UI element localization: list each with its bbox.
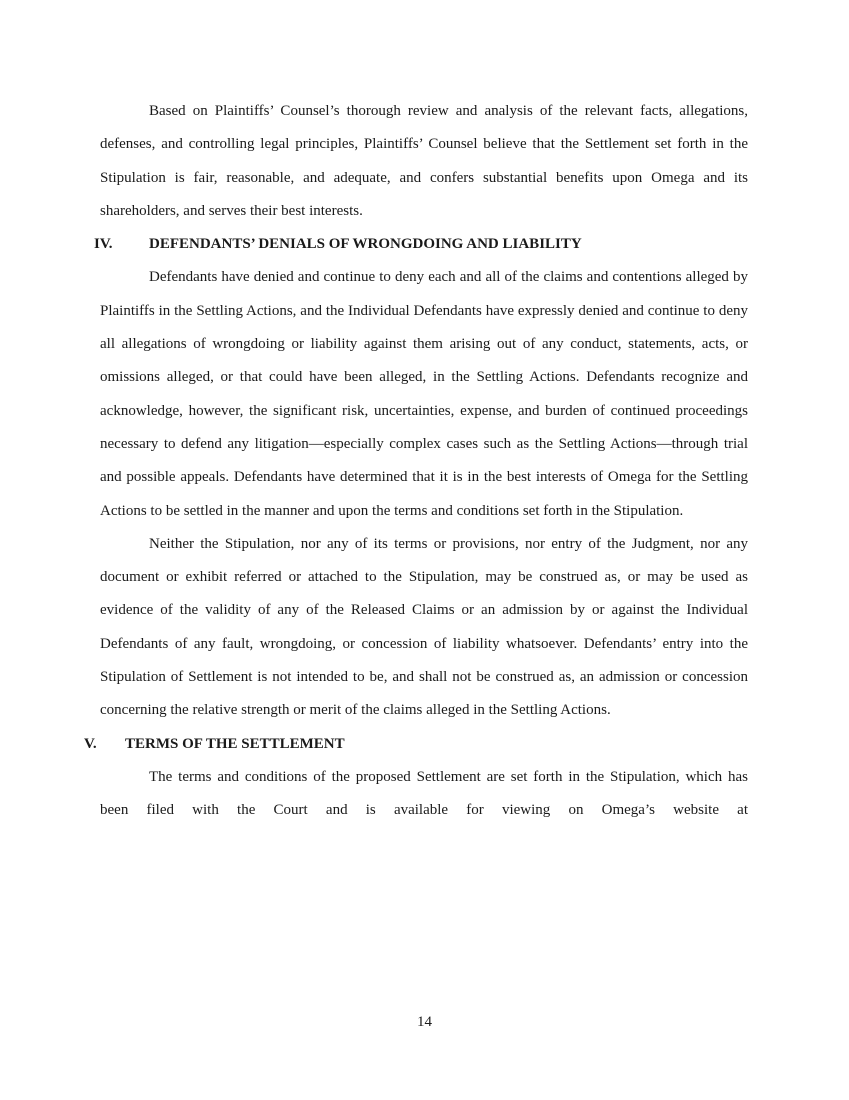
section-title: DEFENDANTS’ DENIALS OF WRONGDOING AND LIABILITY [149, 236, 582, 253]
section-title: TERMS OF THE SETTLEMENT [125, 735, 345, 752]
section-number: IV. [94, 236, 113, 253]
section-number: V. [84, 735, 97, 752]
paragraph-counsel-review: Based on Plaintiffs’ Counsel’s thorough review and analysis of the relevant facts, allegations, defenses, and controlling legal principles, Plaintiffs’ Counsel believe that the Settlement set forth in the Stipulation is fair, reasonable, and adequate, and confers substantial benefits upon Omega and its shareholders, and serves their best interests. [100, 103, 748, 219]
document-page [84, 95, 748, 828]
paragraph-defendants-denial: Defendants have denied and continue to deny each and all of the claims and contentions alleged by Plaintiffs in the Settling Actions, and the Individual Defendants have expressly denied and continue to deny all allegations of wrongdoing or liability against them arising out of any conduct, statements, acts, or omissions alleged, or that could have been alleged, in the Settling Actions. Defendants recognize and acknowledge, however, the significant risk, uncertainties, expense, and burden of continued proceedings necessary to defend any litigation—especially complex cases such as the Settling Actions—through trial and possible appeals. Defendants have determined that it is in the best interests of Omega for the Settling Actions to be settled in the manner and upon the terms and conditions set forth in the Stipulation. [100, 269, 748, 519]
page-number: 14 [417, 1014, 432, 1030]
paragraph-settlement-terms: The terms and conditions of the proposed Settlement are set forth in the Stipulation, which has been filed with the Court and is available for viewing on Omega’s website at [100, 768, 748, 819]
paragraph-no-admission: Neither the Stipulation, nor any of its terms or provisions, nor entry of the Judgment, nor any document or exhibit referred or attached to the Stipulation, may be construed as, or may be used as evidence of the validity of any of the Released Claims or an admission by or against the Individual Defendants of any fault, wrongdoing, or concession of liability whatsoever. Defendants’ entry into the Stipulation of Settlement is not intended to be, and shall not be construed as, an admission or concession concerning the relative strength or merit of the claims alleged in the Settling Actions. [100, 535, 748, 719]
section-heading-v [84, 728, 748, 761]
section-heading-iv [94, 228, 748, 261]
